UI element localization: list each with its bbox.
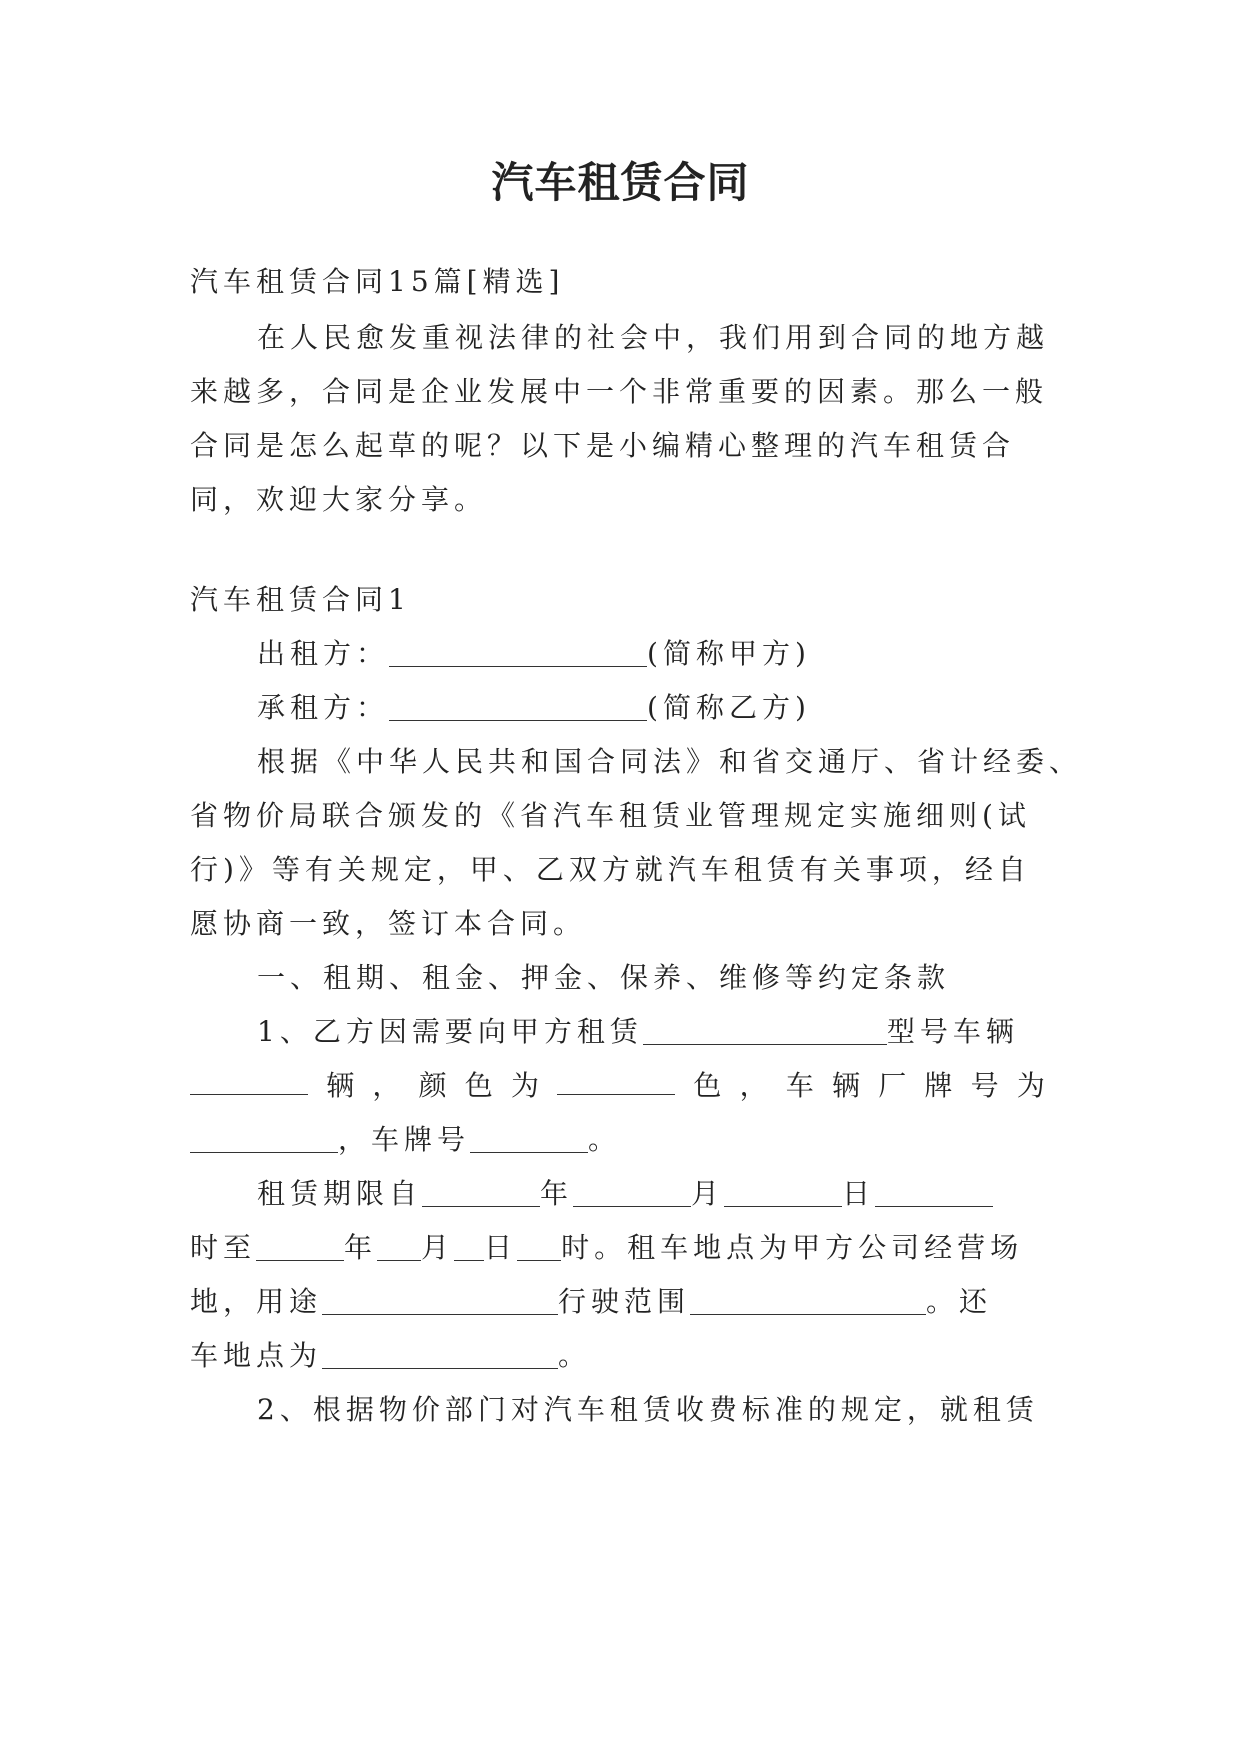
brand-number-blank[interactable]: [190, 1124, 338, 1153]
period-text-a: 租赁期限自: [257, 1177, 423, 1210]
start-hour-blank[interactable]: [875, 1178, 993, 1207]
end-day-blank[interactable]: [454, 1232, 484, 1261]
item1-char: 牌: [924, 1069, 953, 1102]
document-subtitle: 汽车租赁合同15篇[精选]: [190, 265, 565, 298]
item1-char: 颜: [418, 1069, 447, 1102]
item1-char: 车: [785, 1069, 814, 1102]
period-day: 日: [842, 1177, 876, 1210]
period-month: 月: [691, 1177, 725, 1210]
section-heading: 汽车租赁合同1: [190, 583, 411, 616]
start-day-blank[interactable]: [724, 1178, 842, 1207]
basis-line-1: 根据《中华人民共和国合同法》和省交通厅、省计经委、: [257, 745, 1083, 778]
vehicle-color-blank[interactable]: [557, 1066, 675, 1095]
period-text-d: 地，用途: [190, 1285, 323, 1318]
end-year-blank[interactable]: [256, 1232, 344, 1261]
start-year-blank[interactable]: [422, 1178, 540, 1207]
period-line-1: [257, 1174, 993, 1214]
period-text-c: 时。租车地点为甲方公司经营场: [561, 1231, 1024, 1264]
item1-char: 辆: [832, 1069, 861, 1102]
period-month-2: 月: [421, 1231, 455, 1264]
purpose-blank[interactable]: [322, 1286, 558, 1315]
driving-range-blank[interactable]: [690, 1286, 926, 1315]
start-month-blank[interactable]: [573, 1178, 691, 1207]
period-year: 年: [540, 1177, 574, 1210]
period-day-2: 日: [484, 1231, 518, 1264]
lessee-blank[interactable]: [389, 692, 647, 721]
item1-char: 辆: [326, 1069, 355, 1102]
lessor-line: [257, 634, 811, 674]
item1-text-b: 型号车辆: [886, 1015, 1019, 1048]
intro-line-3: 合同是怎么起草的呢？以下是小编精心整理的汽车租赁合: [190, 429, 1016, 462]
basis-line-2: 省物价局联合颁发的《省汽车租赁业管理规定实施细则(试: [190, 799, 1031, 832]
item1-char: ，: [372, 1069, 401, 1102]
basis-line-4: 愿协商一致，签订本合同。: [190, 907, 587, 940]
item1-line-3: [190, 1120, 621, 1160]
period-text-g: 车地点为: [190, 1339, 323, 1372]
intro-line-4: 同，欢迎大家分享。: [190, 483, 488, 516]
lessor-blank[interactable]: [389, 638, 647, 667]
end-hour-blank[interactable]: [517, 1232, 561, 1261]
intro-line-1: 在人民愈发重视法律的社会中，我们用到合同的地方越: [257, 321, 1050, 354]
end-month-blank[interactable]: [377, 1232, 421, 1261]
lessor-suffix: (简称甲方): [647, 637, 811, 670]
item1-line-1: [257, 1012, 1019, 1052]
item1-char: ，: [739, 1069, 768, 1102]
lessee-suffix: (简称乙方): [647, 691, 811, 724]
basis-line-3: 行)》等有关规定，甲、乙双方就汽车租赁有关事项，经自: [190, 853, 1031, 886]
lessee-line: [257, 688, 811, 728]
item1-char: 为: [511, 1069, 540, 1102]
document-title: 汽车租赁合同: [491, 158, 750, 207]
item1-char: 号: [970, 1069, 999, 1102]
plate-number-blank[interactable]: [470, 1124, 588, 1153]
period-text-b: 时至: [190, 1231, 257, 1264]
vehicle-count-blank[interactable]: [190, 1066, 308, 1095]
item1-text-c: ，车牌号: [338, 1123, 471, 1156]
item1-char: 为: [1016, 1069, 1045, 1102]
period-line-4: [190, 1336, 591, 1376]
item1-line-2: [190, 1066, 1045, 1106]
item1-text-a: 1、乙方因需要向甲方租赁: [257, 1015, 643, 1048]
period-end: 。: [558, 1339, 592, 1372]
lessee-label: 承租方：: [257, 691, 390, 724]
item1-char: 色: [693, 1069, 722, 1102]
lessor-label: 出租方：: [257, 637, 390, 670]
period-line-2: [190, 1228, 1023, 1268]
item2-line-1: 2、根据物价部门对汽车租赁收费标准的规定，就租赁: [257, 1393, 1039, 1426]
item1-end: 。: [588, 1123, 622, 1156]
period-text-f: 。还: [926, 1285, 993, 1318]
item1-char: 厂: [878, 1069, 907, 1102]
item1-char: 色: [464, 1069, 493, 1102]
clause-heading: 一、租期、租金、押金、保养、维修等约定条款: [257, 961, 951, 994]
period-year-2: 年: [344, 1231, 378, 1264]
return-location-blank[interactable]: [322, 1340, 558, 1369]
vehicle-type-blank[interactable]: [643, 1016, 887, 1045]
period-line-3: [190, 1282, 992, 1322]
intro-line-2: 来越多，合同是企业发展中一个非常重要的因素。那么一般: [190, 375, 1049, 408]
period-text-e: 行驶范围: [558, 1285, 691, 1318]
